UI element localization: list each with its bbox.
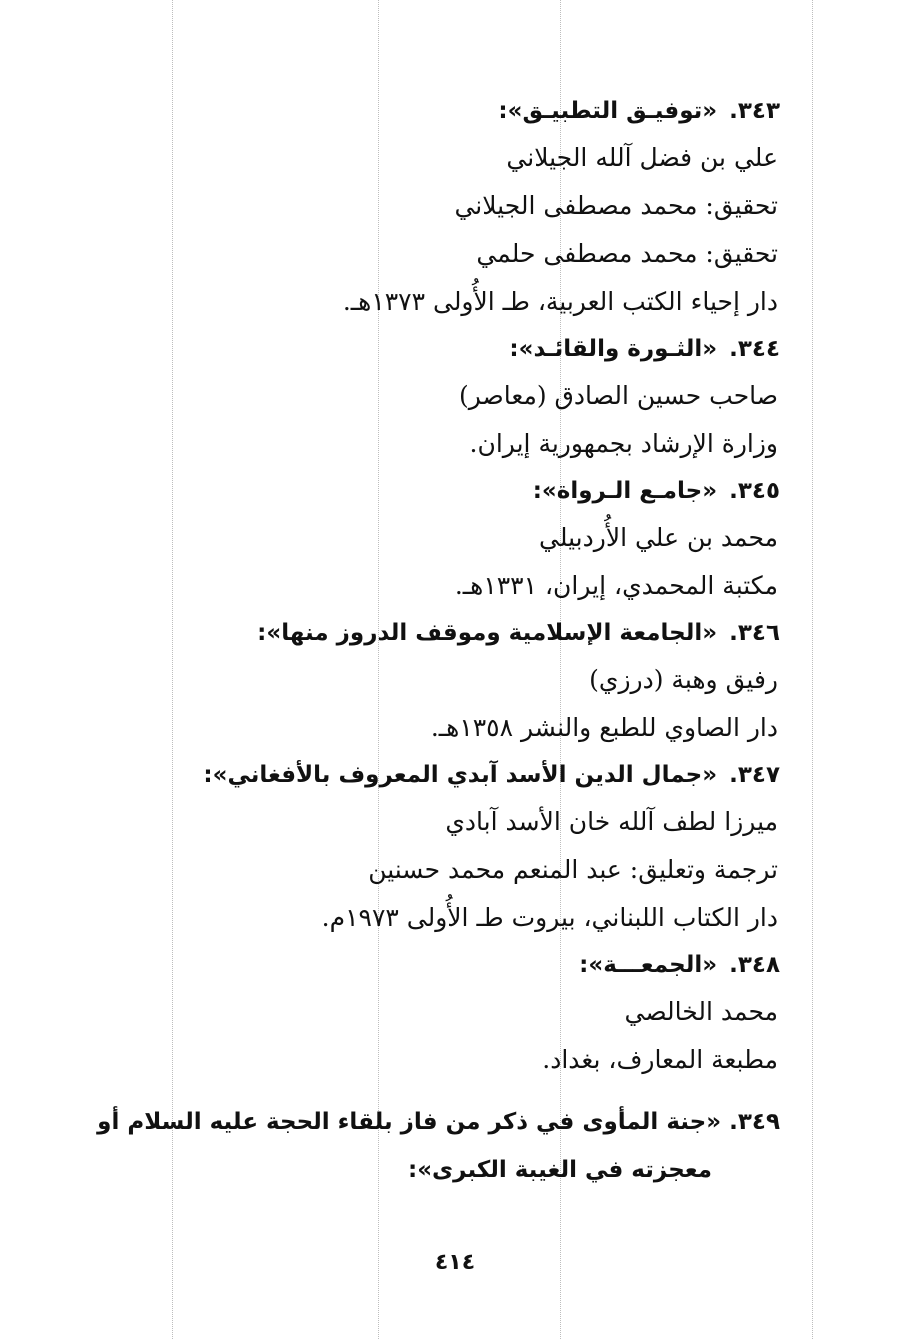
entry-heading (80, 610, 780, 656)
bibliography-entry (80, 752, 780, 942)
entry-heading (80, 88, 780, 134)
page-number: ٤١٤ (434, 1250, 476, 1275)
entry-editor: تحقيق: محمد مصطفى حلمي (476, 239, 778, 268)
entry-editor: تحقيق: محمد مصطفى الجيلاني (454, 191, 778, 220)
entry-number: ٣٤٧. (729, 762, 780, 788)
entry-number: ٣٤٨. (729, 952, 780, 978)
bibliography-entry (80, 610, 780, 752)
entry-publisher: مطبعة المعارف، بغداد. (542, 1045, 778, 1074)
entry-title: «جنة المأوى في ذكر من فاز بلقاء الحجة عليه السلام أو (97, 1109, 722, 1135)
entry-translator: ترجمة وتعليق: عبد المنعم محمد حسنين (368, 855, 778, 884)
entry-heading (80, 942, 780, 988)
entry-publisher: دار إحياء الكتب العربية، طـ الأُولى ١٣٧٣هـ. (342, 287, 778, 316)
entry-title: «الثـورة والقائـد»: (509, 336, 718, 362)
entry-number: ٣٤٣. (729, 98, 780, 124)
bibliography-entry (80, 468, 780, 610)
entry-author: صاحب حسين الصادق (معاصر) (458, 381, 778, 410)
entry-title: «جامـع الـرواة»: (532, 478, 718, 504)
bibliography-entry (80, 88, 780, 326)
entry-heading (80, 326, 780, 372)
bibliography-list (80, 88, 780, 1194)
entry-author: محمد الخالصي (624, 997, 778, 1026)
entry-title-continuation: معجزته في الغيبة الكبرى»: (408, 1157, 712, 1183)
entry-number: ٣٤٩. (729, 1109, 780, 1135)
entry-publisher: مكتبة المحمدي، إيران، ١٣٣١هـ. (454, 571, 778, 600)
entry-publisher: وزارة الإرشاد بجمهورية إيران. (469, 429, 778, 458)
entry-heading (80, 752, 780, 798)
entry-author: رفيق وهبة (درزي) (589, 665, 778, 694)
entry-author: ميرزا لطف آلله خان الأسد آبادي (445, 807, 778, 836)
entry-title: «الجامعة الإسلامية وموقف الدروز منها»: (257, 620, 718, 646)
bibliography-entry (80, 1098, 780, 1194)
entry-heading (80, 468, 780, 514)
entry-number: ٣٤٦. (729, 620, 780, 646)
entry-number: ٣٤٥. (729, 478, 780, 504)
entry-author: علي بن فضل آلله الجيلاني (506, 143, 778, 172)
bibliography-entry (80, 326, 780, 468)
entry-publisher: دار الصاوي للطبع والنشر ١٣٥٨هـ. (430, 713, 778, 742)
entry-number: ٣٤٤. (729, 336, 780, 362)
entry-title: «الجمعـــة»: (579, 952, 718, 978)
entry-title: «توفيـق التطبيـق»: (498, 98, 718, 124)
scan-guide-line (812, 0, 813, 1339)
entry-author: محمد بن علي الأُردبيلي (539, 523, 778, 552)
entry-publisher: دار الكتاب اللبناني، بيروت طـ الأُولى ١٩٧٣م. (321, 903, 778, 932)
entry-title: «جمال الدين الأسد آبدي المعروف بالأفغاني»: (203, 762, 718, 788)
entry-heading (80, 1098, 780, 1194)
bibliography-entry (80, 942, 780, 1084)
